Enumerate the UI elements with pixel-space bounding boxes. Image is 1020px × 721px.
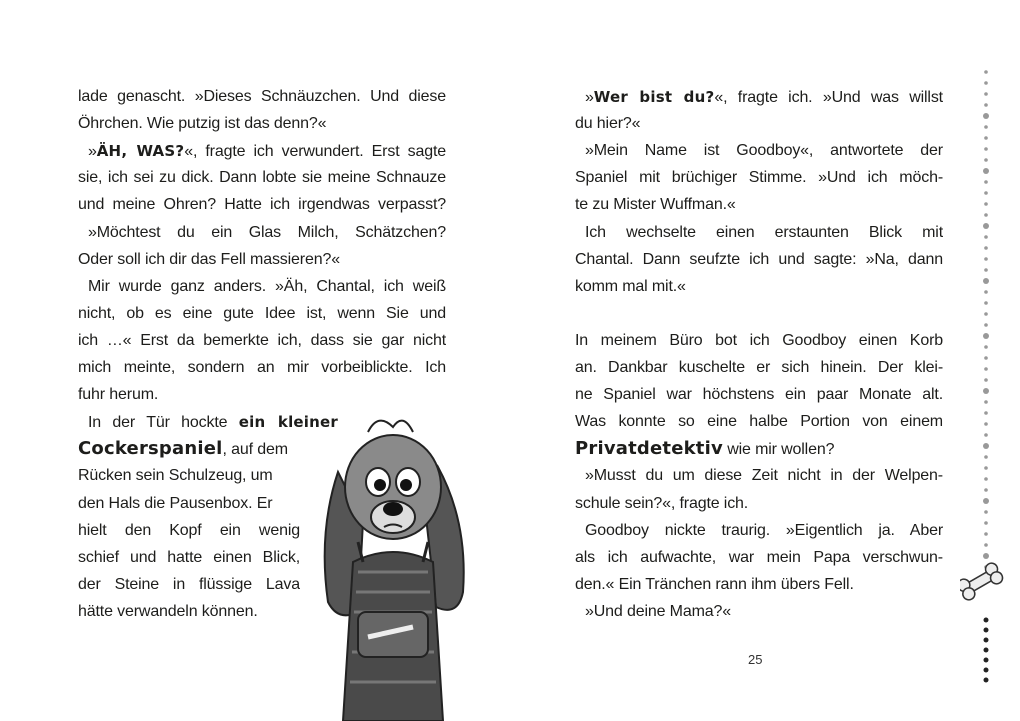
dot <box>984 235 988 239</box>
dot <box>984 378 988 382</box>
dot <box>984 411 988 415</box>
dot <box>984 543 988 547</box>
text-line <box>78 383 446 407</box>
dot <box>984 356 988 360</box>
text-segment: den.« Ein Tränchen rann ihm übers Fell. <box>575 575 854 593</box>
dot <box>984 180 988 184</box>
text-segment: »Mein Name ist Goodboy«, antwortete der <box>585 142 943 160</box>
text-line <box>575 112 943 136</box>
text-segment: »Musst du um diese Zeit nicht in der Welpen- <box>585 467 943 485</box>
text-segment: » <box>585 89 594 106</box>
dot <box>984 312 988 316</box>
dot <box>983 278 989 284</box>
text-line <box>575 546 943 570</box>
text-line <box>575 492 943 516</box>
dot <box>984 213 988 217</box>
dot <box>984 466 988 470</box>
text-line <box>585 519 943 543</box>
dot <box>984 191 988 195</box>
text-segment: «, fragte ich. »Und was willst <box>714 89 943 106</box>
text-line <box>78 464 298 488</box>
text-line <box>575 166 943 190</box>
dot <box>983 388 989 394</box>
text-line <box>575 410 943 434</box>
text-segment: te zu Mister Wuffman.« <box>575 196 736 214</box>
text-segment: hielt den Kopf ein wenig <box>78 521 300 539</box>
text-line <box>575 275 943 299</box>
emphasized-text: ein kleiner <box>238 413 338 432</box>
dot <box>983 443 989 449</box>
page-number: 25 <box>748 652 763 667</box>
text-segment: Spaniel mit brüchiger Stimme. »Und ich möch- <box>575 169 943 187</box>
dot <box>983 498 989 504</box>
dot <box>984 70 988 74</box>
text-line <box>585 85 943 109</box>
dot <box>984 367 988 371</box>
text-segment: an. Dankbar kuschelte er sich hinein. Der klei- <box>575 359 943 376</box>
text-line <box>88 275 446 299</box>
text-segment: schief und hatte einen Blick, <box>78 548 300 566</box>
text-segment: »Möchtest du ein Glas Milch, Schätzchen? <box>88 223 446 241</box>
text-segment: hätte verwandeln können. <box>78 602 258 620</box>
text-line <box>575 573 943 597</box>
dot <box>984 668 989 673</box>
text-segment: nicht, ob es eine gute Idee ist, wenn Sie und <box>78 304 446 322</box>
dot <box>983 168 989 174</box>
text-line <box>78 193 446 217</box>
dot <box>984 103 988 107</box>
text-line <box>78 573 300 597</box>
dot <box>984 488 988 492</box>
text-line <box>78 600 300 624</box>
dot <box>984 638 989 643</box>
bone-icon <box>960 561 1005 602</box>
text-segment: fuhr herum. <box>78 386 159 404</box>
dot <box>984 618 989 623</box>
text-segment: schule sein?«, fragte ich. <box>575 494 749 512</box>
dot <box>984 290 988 294</box>
text-segment: mich meinte, sondern an mir vorbeiblickte. Ich <box>78 359 446 376</box>
emphasized-text: Cockerspaniel <box>78 438 223 460</box>
dot <box>984 345 988 349</box>
dot <box>984 323 988 327</box>
text-segment: der Steine in flüssige Lava <box>78 575 300 593</box>
text-segment: Chantal. Dann seufzte ich und sagte: »Na, dann <box>575 250 943 268</box>
dot <box>984 628 989 633</box>
text-line <box>78 356 446 380</box>
dot <box>984 301 988 305</box>
text-segment: In meinem Büro bot ich Goodboy einen Korb <box>575 331 943 349</box>
text-segment: » <box>88 143 97 161</box>
text-segment: »Und deine Mama?« <box>585 602 731 620</box>
text-segment: den Hals die Pausenbox. Er <box>78 494 273 512</box>
dot <box>984 678 989 683</box>
text-segment: Goodboy nickte traurig. »Eigentlich ja. Aber <box>585 521 943 539</box>
text-segment: als ich aufwachte, war mein Papa verschwun- <box>575 548 943 566</box>
text-segment: In der Tür hockte <box>88 414 239 432</box>
text-line <box>585 221 943 245</box>
text-line <box>585 464 943 488</box>
text-line <box>88 410 338 434</box>
dot <box>984 400 988 404</box>
dot <box>984 422 988 426</box>
dot <box>983 223 989 229</box>
dot <box>984 532 988 536</box>
text-line <box>78 248 446 272</box>
dot <box>984 521 988 525</box>
text-line <box>88 139 446 163</box>
text-line <box>88 221 446 245</box>
dot <box>984 136 988 140</box>
text-line <box>78 85 446 109</box>
text-segment: «, fragte ich verwundert. Erst sagte <box>184 143 446 161</box>
dot <box>984 268 988 272</box>
dotted-border-decoration <box>960 60 1010 700</box>
dot <box>984 648 989 653</box>
spaniel-illustration <box>318 412 468 721</box>
text-line <box>575 383 943 407</box>
text-line <box>78 112 446 136</box>
text-line <box>575 193 943 217</box>
emphasized-text: Wer bist du? <box>593 88 715 106</box>
text-line <box>78 492 298 516</box>
text-line <box>585 600 943 624</box>
text-line <box>575 329 943 353</box>
text-line <box>575 248 943 272</box>
text-line <box>575 356 943 380</box>
emphasized-text: ÄH, WAS? <box>96 142 185 161</box>
text-line <box>78 329 446 353</box>
text-segment: Mir wurde ganz anders. »Äh, Chantal, ich weiß <box>88 277 446 295</box>
dot <box>983 113 989 119</box>
text-segment: Ich wechselte einen erstaunten Blick mit <box>585 223 943 241</box>
text-segment: komm mal mit.« <box>575 277 686 295</box>
text-segment: lade genascht. »Dieses Schnäuzchen. Und diese <box>78 88 446 105</box>
dot <box>984 477 988 481</box>
text-line <box>78 519 300 543</box>
text-line <box>78 302 446 326</box>
emphasized-text: Privatdetektiv <box>575 438 723 460</box>
text-segment: Oder soll ich dir das Fell massieren?« <box>78 250 340 268</box>
dot <box>983 553 989 559</box>
dot <box>984 202 988 206</box>
dot <box>984 246 988 250</box>
dot <box>984 510 988 514</box>
dot <box>984 455 988 459</box>
dot <box>984 158 988 162</box>
dot <box>984 81 988 85</box>
text-line <box>78 166 446 190</box>
text-segment: du hier?« <box>575 115 641 133</box>
text-segment: Was konnte so eine halbe Portion von einem <box>575 413 943 431</box>
text-segment: und meine Ohren? Hatte ich irgendwas verpasst? <box>78 196 446 214</box>
text-line <box>78 546 300 570</box>
text-segment: , auf dem <box>222 441 288 459</box>
dot <box>984 658 989 663</box>
text-line <box>575 437 943 461</box>
dot <box>984 92 988 96</box>
text-segment: sie, ich sei zu dick. Dann lobte sie meine Schnauze <box>78 169 446 187</box>
text-segment: wie mir wollen? <box>722 441 835 459</box>
text-segment: Rücken sein Schulzeug, um <box>78 467 273 485</box>
dot <box>984 433 988 437</box>
text-line <box>78 437 298 461</box>
text-line <box>585 139 943 163</box>
text-segment: Öhrchen. Wie putzig ist das denn?« <box>78 115 327 133</box>
text-segment: ne Spaniel war höchstens ein paar Monate alt. <box>575 386 943 404</box>
text-segment: ich …« Erst da bemerkte ich, dass sie gar nicht <box>78 331 446 349</box>
dot <box>983 333 989 339</box>
dot <box>984 147 988 151</box>
dot <box>984 125 988 129</box>
dot <box>984 257 988 261</box>
